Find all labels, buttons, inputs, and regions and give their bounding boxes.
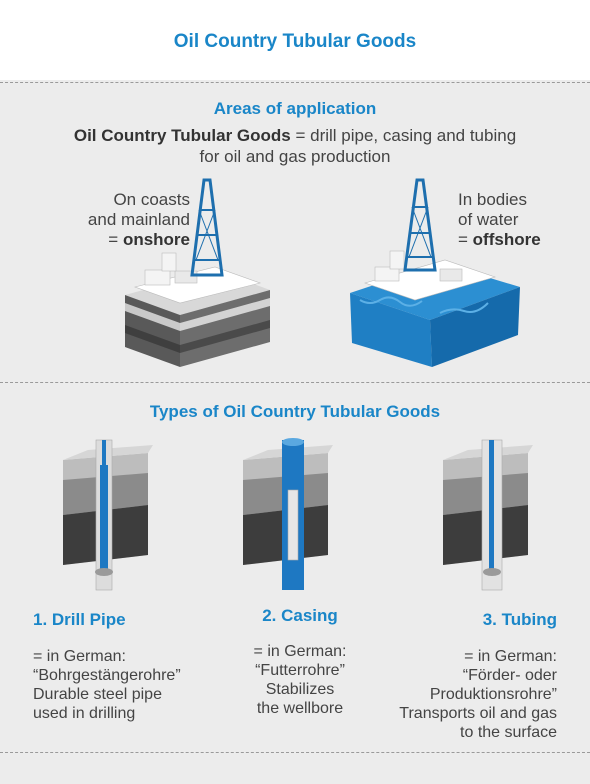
divider-top <box>0 82 590 83</box>
header <box>0 0 590 80</box>
intro-line-1 <box>0 125 590 146</box>
tubing-title: 3. Tubing <box>482 610 557 629</box>
intro-definition: = drill pipe, casing and tubing <box>290 126 517 145</box>
types-heading: Types of Oil Country Tubular Goods <box>149 402 441 421</box>
offshore-line-2: of water <box>458 210 519 229</box>
tubing-line-4: Transports oil and gas <box>399 705 557 722</box>
tubing-line-5: to the surface <box>460 724 557 741</box>
intro-line-2: for oil and gas production <box>199 147 391 166</box>
drill-pipe-description <box>33 647 213 723</box>
intro-term: Oil Country Tubular Goods <box>73 126 291 145</box>
casing-line-2: “Futterrohre” <box>255 662 345 679</box>
onshore-rig-illustration <box>120 175 270 370</box>
tubing-line-1: = in German: <box>464 648 557 665</box>
casing-line-4: the wellbore <box>256 700 344 717</box>
drill-pipe-line-4: used in drilling <box>33 705 136 722</box>
offshore-rig-illustration <box>330 175 525 370</box>
drill-pipe-line-1: = in German: <box>33 648 126 665</box>
drill-pipe-line-2: “Bohrgestängerohre” <box>33 667 181 684</box>
casing-illustration <box>238 435 338 595</box>
tubing-line-3: Produktionsrohre” <box>429 686 557 703</box>
offshore-line-1: In bodies <box>458 190 527 209</box>
casing-title: 2. Casing <box>262 606 338 625</box>
page-title: Oil Country Tubular Goods <box>173 31 417 52</box>
casing-line-3: Stabilizes <box>265 681 335 698</box>
tubing-line-2: “Förder- oder <box>462 667 557 684</box>
onshore-prefix: = <box>108 230 123 249</box>
application-intro <box>0 125 590 167</box>
offshore-prefix: = <box>458 230 473 249</box>
onshore-line-1: On coasts <box>113 190 190 209</box>
drill-pipe-line-3: Durable steel pipe <box>33 686 162 703</box>
offshore-term: offshore <box>472 230 541 249</box>
onshore-term: onshore <box>122 230 190 249</box>
drill-pipe-illustration <box>58 435 158 595</box>
casing-line-1: = in German: <box>253 643 347 660</box>
drill-pipe-title: 1. Drill Pipe <box>33 610 126 629</box>
onshore-line-2: and mainland <box>87 210 190 229</box>
divider-bottom <box>0 752 590 753</box>
tubing-description <box>357 647 557 742</box>
tubing-illustration <box>438 435 538 595</box>
application-heading: Areas of application <box>213 99 377 118</box>
divider-middle <box>0 382 590 383</box>
